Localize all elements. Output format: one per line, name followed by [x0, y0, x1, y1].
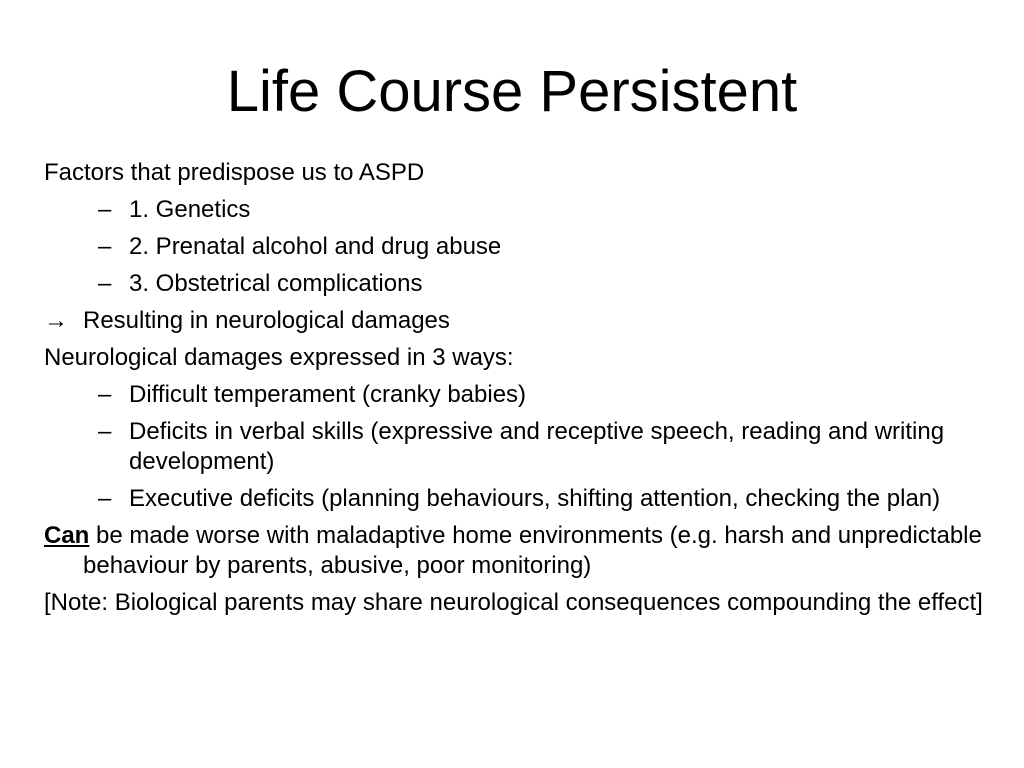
sub-bullet-text: Executive deficits (planning behaviours, shifting attention, checking the plan)	[129, 485, 941, 512]
sub-bullet-text: 1. Genetics	[129, 196, 251, 223]
sub-bullet-text: 2. Prenatal alcohol and drug abuse	[129, 233, 502, 260]
sub-bullet-obstetrical	[44, 269, 994, 299]
sub-bullet-text: Difficult temperament (cranky babies)	[129, 381, 527, 408]
dash-marker: –	[98, 196, 112, 223]
bullet-result	[44, 306, 994, 336]
sub-bullet-text: Deficits in verbal skills (expressive and receptive speech, reading and writing development)	[129, 418, 945, 475]
bullet-can-worse	[44, 521, 994, 581]
dash-marker: –	[98, 485, 112, 512]
sub-bullet-temperament	[44, 380, 994, 410]
emphasis-can: Can	[44, 522, 90, 549]
can-rest-text: be made worse with maladaptive home environments (e.g. harsh and unpredictable behaviour by parents, abusive, poor monitoring)	[83, 522, 982, 579]
slide-body	[44, 158, 994, 618]
sub-bullet-verbal	[44, 417, 994, 477]
slide-title: Life Course Persistent	[226, 59, 798, 124]
dash-marker: –	[98, 418, 112, 445]
result-text: Resulting in neurological damages	[83, 307, 450, 334]
dash-marker: –	[98, 233, 112, 260]
bullet-factors-heading: Factors that predispose us to ASPD	[44, 159, 425, 186]
dash-marker: –	[98, 381, 112, 408]
sub-bullet-executive	[44, 484, 994, 514]
bullet-expressed-heading: Neurological damages expressed in 3 ways:	[44, 344, 514, 371]
arrow-right-icon: →	[44, 307, 68, 334]
sub-bullet-text: 3. Obstetrical complications	[129, 270, 423, 297]
bullet-note: [Note: Biological parents may share neurological consequences compounding the effect]	[44, 589, 983, 616]
dash-marker: –	[98, 270, 112, 297]
sub-bullet-genetics	[44, 195, 994, 225]
sub-bullet-prenatal	[44, 232, 994, 262]
